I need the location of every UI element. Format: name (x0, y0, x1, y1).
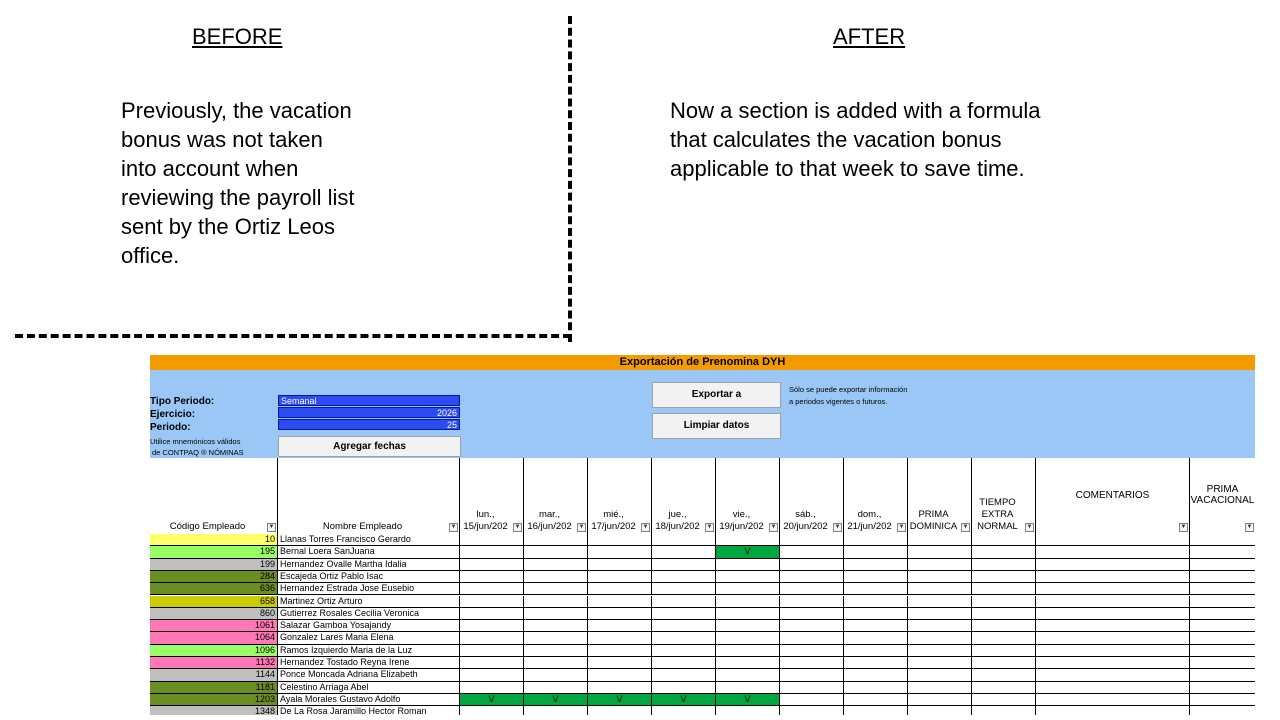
employee-name[interactable]: Hernandez Ovalle Martha Idalia (278, 559, 460, 570)
day-cell[interactable] (908, 571, 972, 582)
header-codigo-label: Código Empleado (169, 521, 246, 532)
day-cell[interactable] (460, 706, 524, 715)
day-cell[interactable] (524, 596, 588, 607)
day-date: 17/jun/202 (591, 521, 636, 532)
limpiar-datos-button[interactable]: Limpiar datos (652, 413, 781, 439)
employee-code[interactable]: 1348 (150, 706, 278, 715)
employee-name[interactable]: Ponce Moncada Adriana Elizabeth (278, 669, 460, 680)
employee-code[interactable]: 1203 (150, 694, 278, 705)
day-cell[interactable] (588, 583, 652, 594)
tipo-periodo-field[interactable]: Semanal (278, 395, 460, 406)
day-cell[interactable] (1036, 534, 1190, 545)
day-date: 15/jun/202 (463, 521, 508, 532)
day-cell[interactable] (908, 559, 972, 570)
tiempo-extra-line: TIEMPO (979, 497, 1016, 508)
employee-code[interactable]: 658 (150, 596, 278, 607)
day-cell[interactable] (716, 620, 780, 631)
employee-code[interactable]: 1144 (150, 669, 278, 680)
day-cell[interactable] (524, 559, 588, 570)
header-prima-vacacional (1190, 458, 1255, 534)
prima-dominical-line: PRIMA (918, 509, 949, 520)
employee-name[interactable]: Celestino Arriaga Abel (278, 682, 460, 693)
day-cell[interactable] (972, 534, 1036, 545)
day-cell[interactable] (524, 657, 588, 668)
header-day-tue (524, 458, 588, 534)
day-cell[interactable] (652, 596, 716, 607)
day-cell[interactable]: V (716, 694, 780, 705)
day-cell[interactable] (588, 620, 652, 631)
filter-dropdown-icon[interactable]: ▼ (706, 524, 713, 530)
before-line: sent by the Ortiz Leos (121, 214, 335, 239)
periodo-label: Periodo: (150, 422, 191, 433)
employee-name[interactable]: Llanas Torres Francisco Gerardo (278, 534, 460, 545)
day-cell[interactable] (972, 608, 1036, 619)
day-cell[interactable] (524, 546, 588, 557)
day-cell[interactable] (1190, 682, 1255, 693)
day-cell[interactable]: V (460, 694, 524, 705)
employee-name[interactable]: Martinez Ortiz Arturo (278, 596, 460, 607)
table-row (150, 620, 1255, 632)
day-cell[interactable] (460, 632, 524, 643)
day-cell[interactable] (908, 682, 972, 693)
day-date: 21/jun/202 (847, 521, 892, 532)
day-cell[interactable] (972, 571, 1036, 582)
day-cell[interactable] (716, 682, 780, 693)
day-cell[interactable] (1036, 596, 1190, 607)
day-cell[interactable] (588, 546, 652, 557)
day-cell[interactable] (1190, 546, 1255, 557)
employee-name[interactable]: Gonzalez Lares Maria Elena (278, 632, 460, 643)
day-cell[interactable]: V (652, 694, 716, 705)
before-line: into account when (121, 156, 299, 181)
day-cell[interactable] (844, 534, 908, 545)
day-cell[interactable] (908, 583, 972, 594)
header-tiempo-extra (972, 458, 1036, 534)
day-name: lun., (476, 509, 495, 520)
day-name: dom., (857, 509, 882, 520)
table-row (150, 669, 1255, 681)
filter-dropdown-icon[interactable]: ▼ (834, 524, 841, 530)
day-cell[interactable] (908, 694, 972, 705)
day-cell[interactable] (844, 608, 908, 619)
day-cell[interactable] (588, 682, 652, 693)
header-nombre-label: Nombre Empleado (322, 521, 403, 532)
day-cell[interactable] (780, 669, 844, 680)
day-cell[interactable] (844, 669, 908, 680)
day-cell[interactable]: V (588, 694, 652, 705)
table-row (150, 706, 1255, 715)
day-cell[interactable] (780, 632, 844, 643)
day-cell[interactable] (844, 559, 908, 570)
day-cell[interactable] (460, 534, 524, 545)
employee-code[interactable]: 636 (150, 583, 278, 594)
table-row (150, 657, 1255, 669)
day-cell[interactable] (588, 669, 652, 680)
day-date: 18/jun/202 (655, 521, 700, 532)
day-cell[interactable] (844, 706, 908, 715)
day-cell[interactable] (908, 669, 972, 680)
employee-code[interactable]: 1132 (150, 657, 278, 668)
header-codigo (150, 458, 278, 534)
day-cell[interactable] (460, 596, 524, 607)
vertical-divider (568, 16, 572, 342)
mnemonic-note-2: de CONTPAQ ® NÓMINAS (152, 448, 244, 457)
day-cell[interactable] (588, 645, 652, 656)
after-line: that calculates the vacation bonus (670, 127, 1002, 152)
day-cell[interactable] (716, 706, 780, 715)
day-cell[interactable] (460, 571, 524, 582)
day-cell[interactable] (844, 645, 908, 656)
filter-dropdown-icon[interactable]: ▼ (578, 524, 585, 530)
before-line: reviewing the payroll list (121, 185, 355, 210)
before-line: Previously, the vacation (121, 98, 352, 123)
exportar-button[interactable]: Exportar a (652, 382, 781, 408)
day-cell[interactable] (972, 632, 1036, 643)
day-cell[interactable] (1190, 559, 1255, 570)
filter-dropdown-icon[interactable]: ▼ (898, 524, 905, 530)
day-name: mié., (603, 509, 624, 520)
day-cell[interactable] (588, 608, 652, 619)
employee-code[interactable]: 1061 (150, 620, 278, 631)
day-cell[interactable] (844, 657, 908, 668)
day-cell[interactable] (652, 546, 716, 557)
day-cell[interactable] (716, 534, 780, 545)
horizontal-divider (15, 334, 571, 338)
header-comentarios (1036, 458, 1190, 534)
day-cell[interactable] (716, 669, 780, 680)
filter-dropdown-icon[interactable]: ▼ (642, 524, 649, 530)
day-cell[interactable] (588, 632, 652, 643)
employee-name[interactable]: Ayala Morales Gustavo Adolfo (278, 694, 460, 705)
day-cell[interactable] (524, 534, 588, 545)
table-row (150, 571, 1255, 583)
day-cell[interactable] (1036, 559, 1190, 570)
day-cell[interactable] (1036, 608, 1190, 619)
day-cell[interactable] (588, 596, 652, 607)
prima-vacacional-line: VACACIONAL (1190, 495, 1255, 506)
day-cell[interactable] (1190, 694, 1255, 705)
table-row (150, 682, 1255, 694)
employee-name[interactable]: Bernal Loera SanJuana (278, 546, 460, 557)
day-cell[interactable] (460, 620, 524, 631)
day-cell[interactable]: V (716, 546, 780, 557)
day-cell[interactable] (588, 657, 652, 668)
day-cell[interactable] (716, 583, 780, 594)
day-cell[interactable] (652, 657, 716, 668)
after-heading: AFTER (833, 24, 906, 49)
day-cell[interactable] (1036, 546, 1190, 557)
day-cell[interactable] (908, 632, 972, 643)
day-cell[interactable] (460, 559, 524, 570)
day-cell[interactable] (652, 632, 716, 643)
table-row (150, 645, 1255, 657)
employee-code[interactable]: 1096 (150, 645, 278, 656)
employee-code[interactable]: 199 (150, 559, 278, 570)
prenomina-sheet (150, 355, 1255, 715)
day-cell[interactable] (524, 645, 588, 656)
day-cell[interactable] (780, 546, 844, 557)
day-cell[interactable] (908, 657, 972, 668)
header-day-fri (716, 458, 780, 534)
header-day-wed (588, 458, 652, 534)
day-cell[interactable] (908, 620, 972, 631)
day-cell[interactable] (1190, 571, 1255, 582)
day-cell[interactable] (1036, 571, 1190, 582)
prima-vacacional-line: PRIMA (1206, 484, 1239, 495)
header-row (150, 458, 1255, 534)
before-line: bonus was not taken (121, 127, 323, 152)
after-line: applicable to that week to save time. (670, 156, 1025, 181)
export-note-2: a periodos vigentes o futuros. (789, 397, 888, 406)
day-cell[interactable] (652, 682, 716, 693)
day-cell[interactable] (652, 583, 716, 594)
employee-name[interactable]: De La Rosa Jaramillo Hector Roman (278, 706, 460, 715)
day-cell[interactable] (524, 583, 588, 594)
day-cell[interactable] (972, 596, 1036, 607)
employee-code[interactable]: 1064 (150, 632, 278, 643)
header-day-sun (844, 458, 908, 534)
day-cell[interactable] (716, 571, 780, 582)
day-cell[interactable] (1190, 669, 1255, 680)
day-cell[interactable] (716, 559, 780, 570)
table-row (150, 608, 1255, 620)
employee-name[interactable]: Gutierrez Rosales Cecilia Veronica (278, 608, 460, 619)
day-cell[interactable] (844, 546, 908, 557)
day-cell[interactable] (908, 608, 972, 619)
day-cell[interactable] (652, 559, 716, 570)
employee-code[interactable]: 1181 (150, 682, 278, 693)
after-line: Now a section is added with a formula (670, 98, 1041, 123)
day-cell[interactable] (652, 645, 716, 656)
day-cell[interactable] (780, 534, 844, 545)
day-cell[interactable] (652, 571, 716, 582)
day-cell[interactable] (844, 620, 908, 631)
employee-name[interactable]: Hernandez Estrada Jose Eusebio (278, 583, 460, 594)
day-cell[interactable] (1190, 706, 1255, 715)
day-cell[interactable] (908, 534, 972, 545)
day-cell[interactable] (460, 682, 524, 693)
day-cell[interactable] (1036, 694, 1190, 705)
filter-dropdown-icon[interactable]: ▼ (268, 524, 275, 530)
day-name: sáb., (795, 509, 816, 520)
day-cell[interactable] (972, 682, 1036, 693)
day-cell[interactable] (844, 583, 908, 594)
prima-dominical-line: DOMINICA (909, 521, 958, 532)
day-cell[interactable] (1036, 645, 1190, 656)
day-cell[interactable] (1036, 706, 1190, 715)
day-cell[interactable] (652, 620, 716, 631)
day-cell[interactable] (460, 546, 524, 557)
employee-name[interactable]: Hernandez Tostado Reyna Irene (278, 657, 460, 668)
day-cell[interactable] (780, 706, 844, 715)
day-cell[interactable] (780, 608, 844, 619)
day-cell[interactable] (716, 632, 780, 643)
day-cell[interactable] (1036, 620, 1190, 631)
employee-name[interactable]: Salazar Gamboa Yosajandy (278, 620, 460, 631)
day-cell[interactable] (460, 645, 524, 656)
day-cell[interactable] (716, 608, 780, 619)
filter-dropdown-icon[interactable]: ▼ (1246, 524, 1253, 530)
filter-dropdown-icon[interactable]: ▼ (450, 524, 457, 530)
day-cell[interactable] (1036, 682, 1190, 693)
day-cell[interactable] (780, 620, 844, 631)
day-cell[interactable] (780, 583, 844, 594)
day-cell[interactable] (844, 596, 908, 607)
day-cell[interactable] (524, 571, 588, 582)
header-nombre (278, 458, 460, 534)
day-cell[interactable] (460, 669, 524, 680)
mnemonic-note-1: Utilice mnemónicos válidos (150, 437, 241, 446)
day-date: 16/jun/202 (527, 521, 572, 532)
day-cell[interactable] (460, 608, 524, 619)
day-cell[interactable] (1036, 583, 1190, 594)
tiempo-extra-line: EXTRA (981, 509, 1014, 520)
day-cell[interactable] (780, 645, 844, 656)
control-panel (150, 370, 1255, 458)
day-cell[interactable] (716, 596, 780, 607)
day-cell[interactable] (844, 571, 908, 582)
day-date: 20/jun/202 (783, 521, 828, 532)
day-cell[interactable] (780, 596, 844, 607)
day-cell[interactable] (1036, 632, 1190, 643)
ejercicio-label: Ejercicio: (150, 409, 196, 420)
day-cell[interactable] (652, 534, 716, 545)
export-note-1: Sólo se puede exportar información (789, 385, 908, 394)
employee-name[interactable]: Ramos Izquierdo Maria de la Luz (278, 645, 460, 656)
day-cell[interactable] (524, 608, 588, 619)
day-cell[interactable] (908, 645, 972, 656)
day-cell[interactable] (524, 669, 588, 680)
day-cell[interactable] (652, 608, 716, 619)
day-cell[interactable] (460, 657, 524, 668)
filter-dropdown-icon[interactable]: ▼ (962, 524, 969, 530)
day-cell[interactable] (972, 546, 1036, 557)
ejercicio-field[interactable]: 2026 (278, 407, 460, 418)
table-row (150, 546, 1255, 558)
employee-code[interactable]: 10 (150, 534, 278, 545)
day-cell[interactable] (1190, 608, 1255, 619)
day-cell[interactable] (524, 706, 588, 715)
day-cell[interactable] (588, 534, 652, 545)
tipo-periodo-label: Tipo Periodo: (150, 396, 215, 407)
filter-dropdown-icon[interactable]: ▼ (770, 524, 777, 530)
day-cell[interactable] (460, 583, 524, 594)
before-heading: BEFORE (192, 24, 283, 49)
day-cell[interactable] (1036, 669, 1190, 680)
day-cell[interactable] (1190, 620, 1255, 631)
filter-dropdown-icon[interactable]: ▼ (514, 524, 521, 530)
day-cell[interactable] (780, 682, 844, 693)
day-cell[interactable] (908, 596, 972, 607)
day-cell[interactable] (972, 669, 1036, 680)
sheet-title: Exportación de Prenomina DYH (150, 355, 1255, 370)
employee-name[interactable]: Escajeda Ortiz Pablo Isac (278, 571, 460, 582)
day-cell[interactable] (1190, 645, 1255, 656)
day-date: 19/jun/202 (719, 521, 764, 532)
day-cell[interactable] (588, 706, 652, 715)
day-cell[interactable]: V (524, 694, 588, 705)
filter-dropdown-icon[interactable]: ▼ (1180, 524, 1187, 530)
day-cell[interactable] (652, 669, 716, 680)
day-cell[interactable] (844, 694, 908, 705)
day-cell[interactable] (780, 571, 844, 582)
day-cell[interactable] (588, 571, 652, 582)
day-cell[interactable] (652, 706, 716, 715)
day-cell[interactable] (1036, 657, 1190, 668)
employee-code[interactable]: 284 (150, 571, 278, 582)
day-cell[interactable] (716, 657, 780, 668)
header-day-thu (652, 458, 716, 534)
day-name: mar., (538, 509, 561, 520)
header-day-mon (460, 458, 524, 534)
day-cell[interactable] (844, 682, 908, 693)
day-cell[interactable] (972, 645, 1036, 656)
employee-code[interactable]: 860 (150, 608, 278, 619)
day-cell[interactable] (972, 559, 1036, 570)
day-name: jue., (668, 509, 687, 520)
table-row (150, 596, 1255, 608)
before-line: office. (121, 243, 180, 268)
before-text (121, 96, 355, 270)
day-cell[interactable] (780, 694, 844, 705)
day-cell[interactable] (524, 682, 588, 693)
periodo-field[interactable]: 25 (278, 419, 460, 430)
day-cell[interactable] (716, 645, 780, 656)
day-cell[interactable] (908, 546, 972, 557)
filter-dropdown-icon[interactable]: ▼ (1026, 524, 1033, 530)
header-day-sat (780, 458, 844, 534)
day-cell[interactable] (588, 559, 652, 570)
day-cell[interactable] (1190, 657, 1255, 668)
header-prima-dominical (908, 458, 972, 534)
tiempo-extra-line: NORMAL (977, 521, 1018, 532)
table-row (150, 534, 1255, 546)
day-name: vie., (732, 509, 751, 520)
day-cell[interactable] (780, 559, 844, 570)
day-cell[interactable] (524, 620, 588, 631)
day-cell[interactable] (972, 583, 1036, 594)
day-cell[interactable] (524, 632, 588, 643)
day-cell[interactable] (1190, 596, 1255, 607)
after-text (670, 96, 1041, 183)
day-cell[interactable] (908, 706, 972, 715)
agregar-fechas-button[interactable]: Agregar fechas (278, 436, 461, 457)
day-cell[interactable] (1190, 534, 1255, 545)
day-cell[interactable] (972, 706, 1036, 715)
day-cell[interactable] (780, 657, 844, 668)
employee-code[interactable]: 195 (150, 546, 278, 557)
table-row (150, 694, 1255, 706)
table-row (150, 632, 1255, 644)
day-cell[interactable] (1190, 583, 1255, 594)
day-cell[interactable] (972, 620, 1036, 631)
day-cell[interactable] (1190, 632, 1255, 643)
day-cell[interactable] (972, 657, 1036, 668)
table-row (150, 583, 1255, 595)
day-cell[interactable] (844, 632, 908, 643)
comentarios-label: COMENTARIOS (1075, 490, 1150, 501)
table-row (150, 559, 1255, 571)
day-cell[interactable] (972, 694, 1036, 705)
